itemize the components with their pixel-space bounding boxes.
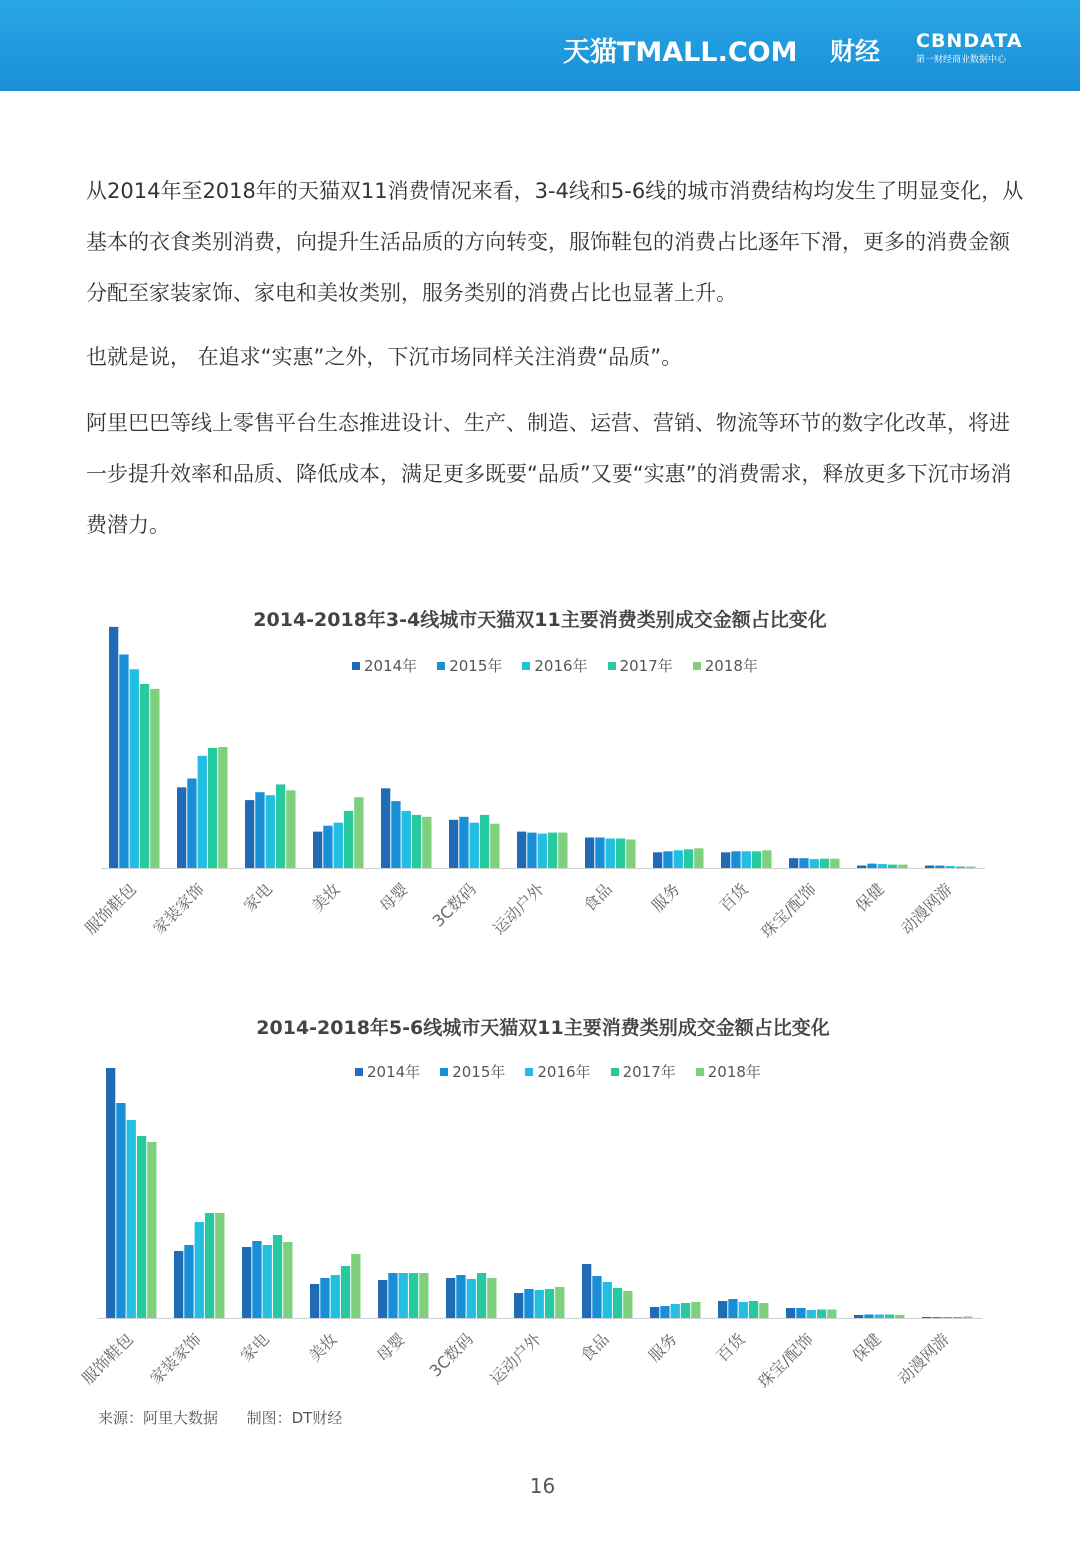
- bar: [922, 1317, 931, 1318]
- bar: [817, 1310, 826, 1319]
- bar: [867, 864, 876, 868]
- chart-plot: [0, 1005, 1080, 1400]
- tmall-logo: 天猫TMALL.COM: [563, 37, 798, 68]
- bar: [956, 867, 965, 869]
- bar: [208, 748, 217, 868]
- x-tick-label: 动漫网游: [894, 1329, 953, 1389]
- bar: [623, 1291, 632, 1318]
- bar: [218, 747, 227, 868]
- bar: [943, 1317, 952, 1318]
- bar: [684, 849, 693, 868]
- bar: [459, 817, 468, 868]
- bar: [592, 1276, 601, 1318]
- bar: [354, 797, 363, 868]
- bar: [789, 858, 798, 868]
- bar: [422, 817, 431, 868]
- legend-label: 2014年: [367, 1063, 421, 1081]
- legend-label: 2017年: [622, 1063, 676, 1081]
- bar: [174, 1251, 183, 1318]
- bar: [477, 1273, 486, 1318]
- bar: [582, 1264, 591, 1318]
- bar: [490, 824, 499, 868]
- legend-label: 2015年: [452, 1063, 506, 1081]
- bar: [195, 1222, 204, 1318]
- x-tick-label: 母婴: [375, 879, 412, 916]
- bar: [276, 784, 285, 868]
- bar: [323, 826, 332, 868]
- bar: [116, 1103, 125, 1318]
- x-tick-label: 美妆: [304, 1329, 341, 1366]
- bar: [728, 1299, 737, 1318]
- bar: [653, 852, 662, 868]
- bar: [331, 1275, 340, 1318]
- x-tick-label: 珠宝/配饰: [754, 1329, 817, 1392]
- bar: [130, 669, 139, 868]
- bar: [177, 787, 186, 868]
- bar: [807, 1310, 816, 1318]
- bar: [399, 1273, 408, 1318]
- paragraph-1: 从2014年至2018年的天猫双11消费情况来看，3-4线和5-6线的城市消费结构均发生了明显变化，从基本的衣食类别消费，向提升生活品质的方向转变，服饰鞋包的消费占比逐年下滑，更多的消费金额分配至家装家饰、家电和美妆类别，服务类别的消费占比也显著上升。: [86, 179, 1024, 305]
- x-tick-label: 食品: [576, 1329, 613, 1366]
- legend-label: 2016年: [537, 1063, 591, 1081]
- x-tick-label: 运动户外: [486, 1329, 545, 1389]
- caijing-logo: 财经: [830, 37, 881, 66]
- bar: [412, 815, 421, 868]
- bar: [252, 1241, 261, 1318]
- bar: [378, 1280, 387, 1318]
- x-tick-label: 服饰鞋包: [81, 879, 140, 939]
- chart-tier-3-4: [0, 600, 1080, 960]
- bar: [140, 684, 149, 868]
- bar: [137, 1136, 146, 1318]
- bar: [320, 1278, 329, 1318]
- bar: [854, 1315, 863, 1318]
- x-tick-label: 食品: [579, 879, 616, 916]
- x-tick-label: 运动户外: [489, 879, 548, 939]
- bar: [524, 1289, 533, 1318]
- bar: [742, 851, 751, 868]
- bar: [344, 811, 353, 868]
- bar: [273, 1235, 282, 1318]
- bar: [681, 1303, 690, 1318]
- bar: [263, 1245, 272, 1318]
- bar: [419, 1273, 428, 1318]
- x-tick-label: 动漫网游: [897, 879, 956, 939]
- bar: [752, 851, 761, 868]
- bar: [830, 859, 839, 868]
- chart-plot: [0, 600, 1080, 960]
- bar: [827, 1310, 836, 1319]
- chart-tier-5-6: [0, 1005, 1080, 1400]
- bar: [558, 833, 567, 868]
- bar: [548, 833, 557, 868]
- bar: [286, 790, 295, 868]
- bar: [888, 865, 897, 868]
- bar: [898, 865, 907, 868]
- bar: [480, 815, 489, 868]
- bar: [739, 1302, 748, 1318]
- bar: [106, 1068, 115, 1318]
- bar: [341, 1266, 350, 1318]
- bar: [691, 1302, 700, 1318]
- x-tick-label: 母婴: [372, 1329, 409, 1366]
- bar: [946, 866, 955, 868]
- bar: [150, 689, 159, 868]
- bar: [820, 859, 829, 868]
- bar: [878, 864, 887, 868]
- x-tick-label: 珠宝/配饰: [757, 879, 820, 942]
- chart-title: 2014-2018年3-4线城市天猫双11主要消费类别成交金额占比变化: [253, 609, 827, 631]
- bar: [242, 1247, 251, 1318]
- x-tick-label: 家装家饰: [146, 1329, 205, 1389]
- x-tick-label: 服务: [644, 1329, 681, 1366]
- x-tick-label: 家装家饰: [149, 879, 208, 939]
- bar: [470, 823, 479, 868]
- bar: [381, 788, 390, 868]
- bar: [626, 840, 635, 869]
- bar: [409, 1273, 418, 1318]
- x-tick-label: 3C数码: [425, 1329, 477, 1381]
- page-number: 16: [529, 1474, 556, 1498]
- bar: [718, 1301, 727, 1318]
- bar: [963, 1317, 972, 1319]
- bar: [616, 839, 625, 869]
- x-tick-label: 服务: [647, 879, 684, 916]
- x-tick-label: 美妆: [307, 879, 344, 916]
- bar: [127, 1120, 136, 1318]
- bar: [796, 1308, 805, 1318]
- bar: [606, 839, 615, 869]
- chart-title: 2014-2018年5-6线城市天猫双11主要消费类别成交金额占比变化: [256, 1017, 830, 1039]
- bar: [595, 838, 604, 869]
- legend-label: 2016年: [534, 657, 588, 675]
- legend-label: 2018年: [707, 1063, 761, 1081]
- bar: [749, 1301, 758, 1318]
- x-tick-label: 保健: [848, 1329, 885, 1366]
- bar: [674, 850, 683, 868]
- bar: [514, 1293, 523, 1318]
- bar: [721, 852, 730, 868]
- legend-label: 2015年: [449, 657, 503, 675]
- bar: [857, 866, 866, 869]
- bar: [731, 851, 740, 868]
- bar: [759, 1303, 768, 1318]
- bar: [310, 1284, 319, 1318]
- bar: [388, 1273, 397, 1318]
- bar: [932, 1317, 941, 1318]
- bar: [545, 1289, 554, 1318]
- bar: [334, 823, 343, 868]
- bar: [555, 1287, 564, 1318]
- legend-label: 2018年: [704, 657, 758, 675]
- x-tick-label: 家电: [239, 879, 276, 916]
- x-tick-label: 百货: [715, 879, 752, 916]
- bar: [535, 1290, 544, 1318]
- bar: [198, 756, 207, 868]
- bar: [527, 833, 536, 868]
- x-tick-label: 3C数码: [428, 879, 480, 931]
- bar: [603, 1282, 612, 1318]
- cbndata-logo: CBNDATA: [916, 30, 1023, 52]
- paragraph-3: 阿里巴巴等线上零售平台生态推进设计、生产、制造、运营、营销、物流等环节的数字化改革，将进一步提升效率和品质、降低成本，满足更多既要“品质”又要“实惠”的消费需求，释放更多下沉市场消费潜力。: [86, 411, 1012, 537]
- bar: [895, 1315, 904, 1318]
- bar: [147, 1142, 156, 1318]
- bar: [391, 801, 400, 868]
- bar: [660, 1306, 669, 1318]
- x-tick-label: 保健: [851, 879, 888, 916]
- x-tick-label: 服饰鞋包: [78, 1329, 137, 1389]
- bar: [467, 1279, 476, 1318]
- bar: [215, 1213, 224, 1318]
- bar: [694, 848, 703, 868]
- bar: [283, 1242, 292, 1318]
- x-tick-label: 家电: [236, 1329, 273, 1366]
- bar: [864, 1315, 873, 1319]
- bar: [187, 779, 196, 869]
- bar: [650, 1307, 659, 1318]
- bar: [613, 1288, 622, 1318]
- bar: [184, 1245, 193, 1318]
- bar: [255, 792, 264, 868]
- bar: [953, 1317, 962, 1318]
- bar: [487, 1278, 496, 1318]
- bar: [885, 1315, 894, 1319]
- bar: [810, 859, 819, 868]
- bar: [449, 820, 458, 868]
- bar: [538, 834, 547, 868]
- bar: [351, 1254, 360, 1318]
- bar: [935, 866, 944, 869]
- cbndata-subtitle: 第一财经商业数据中心: [916, 55, 1007, 65]
- bar: [245, 800, 254, 868]
- bar: [517, 832, 526, 868]
- bar: [109, 627, 118, 868]
- bar: [663, 851, 672, 868]
- bar: [585, 838, 594, 869]
- bar: [402, 811, 411, 868]
- bar: [925, 866, 934, 869]
- bar: [671, 1304, 680, 1318]
- source-note: 来源：阿里大数据 制图：DT财经: [98, 1409, 343, 1427]
- bar: [875, 1315, 884, 1319]
- bar: [456, 1275, 465, 1318]
- x-tick-label: 百货: [712, 1329, 749, 1366]
- bar: [266, 795, 275, 868]
- bar: [205, 1213, 214, 1318]
- header-banner: [0, 0, 1080, 91]
- bar: [799, 858, 808, 868]
- bar: [966, 867, 975, 869]
- bar: [786, 1308, 795, 1318]
- legend-label: 2014年: [364, 657, 418, 675]
- legend-label: 2017年: [619, 657, 673, 675]
- bar: [446, 1278, 455, 1318]
- bar: [313, 832, 322, 868]
- bar: [119, 655, 128, 869]
- paragraph-2: 也就是说， 在追求“实惠”之外，下沉市场同样关注消费“品质”。: [86, 345, 683, 369]
- bar: [762, 850, 771, 868]
